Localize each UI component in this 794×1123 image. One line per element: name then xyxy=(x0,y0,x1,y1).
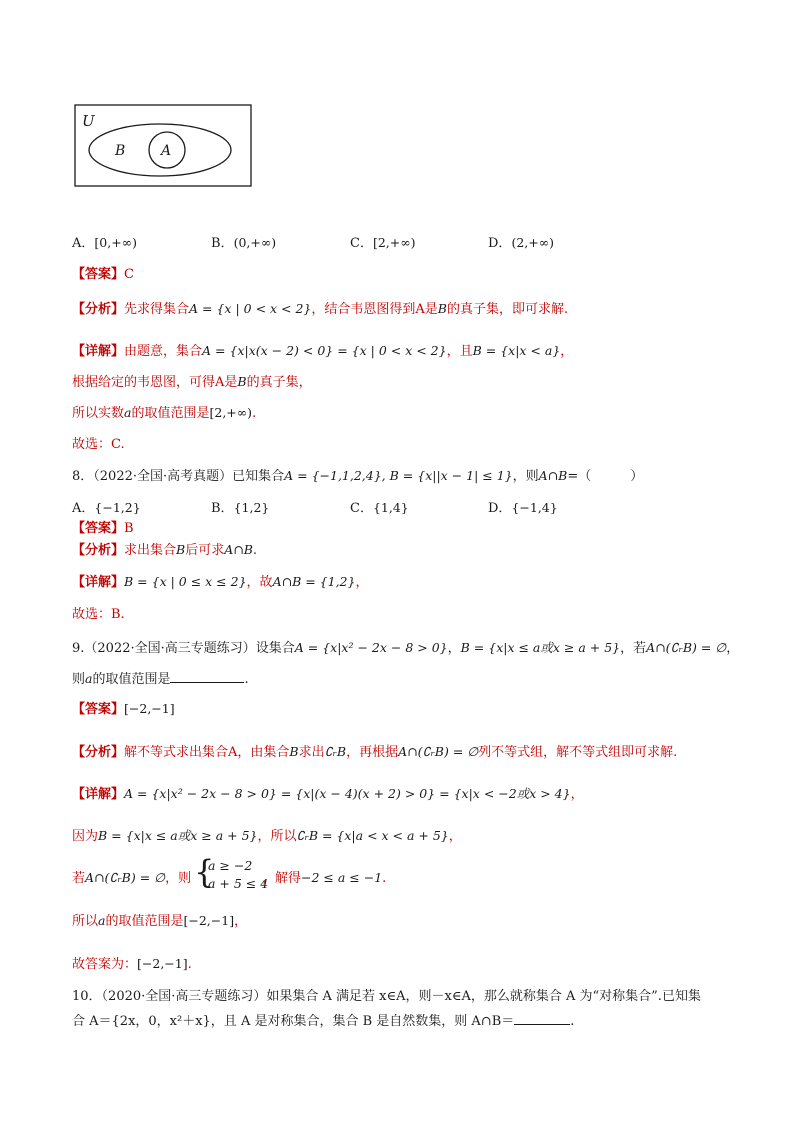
set-b-label: B xyxy=(115,143,126,159)
q7-option-c: C．[2,+∞) xyxy=(350,235,416,251)
q8-option-d: D．{−1,4} xyxy=(488,500,558,516)
q9-stem-line1: 9.（2022·全国·高三专题练习）设集合A = {x|x² − 2x − 8 > 0}，B = {x|x ≤ a或x ≥ a + 5}，若A∩(∁ᵣB) = ∅， xyxy=(72,640,740,656)
universe-label: U xyxy=(82,112,95,130)
q9-detail-line1: 【详解】A = {x|x² − 2x − 8 > 0} = {x|(x − 4)(x + 2) > 0} = {x|x < −2或x > 4}， xyxy=(72,786,584,802)
q8-choose: 故选：B. xyxy=(72,607,125,622)
q9-stem-line2: 则a的取值范围是 . xyxy=(72,668,249,689)
system-line-2: a + 5 ≤ 4 xyxy=(208,876,269,891)
q7-option-d: D．(2,+∞) xyxy=(488,235,555,251)
q10-answer-blank[interactable] xyxy=(514,1010,570,1025)
venn-diagram xyxy=(74,104,254,188)
q8-answer: 【答案】B xyxy=(72,521,134,536)
q10-stem-line1: 10．（2020·全国·高三专题练习）如果集合 A 满足若 x∈A，则－x∈A，那么就称集合 A 为“对称集合”.已知集 xyxy=(72,989,701,1004)
system-brace: { xyxy=(194,853,215,891)
q7-option-b: B．(0,+∞) xyxy=(211,235,277,251)
q7-detail-line1: 【详解】由题意，集合A = {x|x(x − 2) < 0} = {x | 0 < x < 2}，且B = {x|x < a}， xyxy=(72,343,574,359)
q10-stem-line2: 合 A＝{2x，0，x²＋x}，且 A 是对称集合，集合 B 是自然数集，则 A∩B＝ . xyxy=(72,1010,574,1031)
q9-final-answer: 故答案为：[−2,−1]. xyxy=(72,956,192,972)
q9-answer: 【答案】[−2,−1] xyxy=(72,701,175,717)
q8-stem: 8．（2022·全国·高考真题）已知集合A = {−1,1,2,4}, B = {x||x − 1| ≤ 1}，则A∩B=（ ） xyxy=(72,468,644,484)
q7-answer: 【答案】C xyxy=(72,267,134,282)
q9-answer-blank[interactable] xyxy=(170,668,244,683)
q7-detail-line3: 所以实数a的取值范围是[2,+∞). xyxy=(72,405,257,421)
set-a-label: A xyxy=(161,143,172,159)
q8-option-c: C．{1,4} xyxy=(350,500,409,516)
q8-analysis: 【分析】求出集合B后可求A∩B. xyxy=(72,542,258,558)
q9-detail-line3-lead: 若A∩(∁ᵣB) = ∅，则 xyxy=(72,870,192,886)
q8-detail: 【详解】B = {x | 0 ≤ x ≤ 2}，故A∩B = {1,2}， xyxy=(72,574,369,590)
q9-analysis: 【分析】解不等式求出集合A，由集合B求出∁ᵣB，再根据A∩(∁ᵣB) = ∅列不等式组，解不等式组即可求解. xyxy=(72,744,678,760)
system-line-1: a ≥ −2 xyxy=(208,858,253,873)
q8-option-a: A．{−1,2} xyxy=(72,500,141,516)
q7-option-a: A．[0,+∞) xyxy=(72,235,137,251)
q7-detail-line2: 根据给定的韦恩图，可得A是B的真子集， xyxy=(72,374,312,390)
set-b-ellipse xyxy=(89,124,231,176)
q7-choose: 故选：C. xyxy=(72,437,125,452)
q9-detail-line4: 所以a的取值范围是[−2,−1]， xyxy=(72,913,248,929)
q9-detail-line3-tail: ，解得−2 ≤ a ≤ −1. xyxy=(262,870,387,886)
q8-option-b: B．{1,2} xyxy=(211,500,270,516)
q7-analysis: 【分析】先求得集合A = {x | 0 < x < 2}，结合韦恩图得到A是B的真子集，即可求解. xyxy=(72,301,569,317)
q9-detail-line2: 因为B = {x|x ≤ a或x ≥ a + 5}，所以∁ᵣB = {x|a < x < a + 5}， xyxy=(72,828,462,844)
